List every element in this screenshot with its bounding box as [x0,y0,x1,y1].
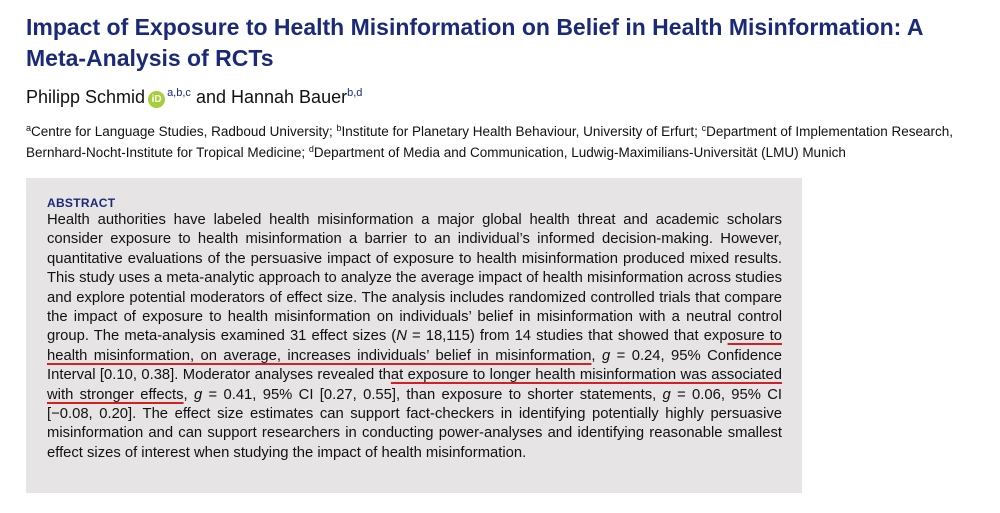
abstract-heading: ABSTRACT [47,196,116,210]
author-conjunction: and [195,87,226,107]
abstract-text-segment: = 18,115) from 14 studies that showed that exp [406,328,728,345]
abstract-text-segment: g [601,347,611,364]
affiliation-mark: c [701,123,707,133]
author-affiliation-marks: b,d [347,87,363,99]
abstract-body [47,211,782,463]
author-affiliation-marks: a,b,c [167,87,191,99]
affiliation-mark: d [308,144,314,154]
abstract-box [26,178,802,493]
abstract-text-segment: g [662,386,671,403]
paper-title: Impact of Exposure to Health Misinformation on Belief in Health Misinformation: A Meta-Analysis of RCTs [26,14,923,71]
abstract-text-segment: = 0.41, 95% CI [0.27, 0.55], than exposure to shorter statements, [202,386,663,403]
abstract-text-segment: , [183,386,194,403]
affiliation-d: Department of Media and Communication, Ludwig-Maximilians-Universität (LMU) Munich [313,145,846,160]
affiliation-b: Institute for Planetary Health Behaviour, University of Erfurt; [341,124,702,139]
highlighted-finding-1: osure to health misinformation, on average, increases individuals’ belief in misinformation [47,328,782,364]
affiliation-a: Centre for Language Studies, Radboud University; [31,124,337,139]
abstract-text-segment: = 0.06, 95% CI [−0.08, 0.20]. The effect size estimates can support fact-checkers in identifying potentially highly persuasive misinformation and can support researchers in conducting power-analyses and identifying reasonable smallest effect sizes of interest when studying the impact of health misinformation. [47,386,782,461]
affiliations [26,121,986,163]
author-name[interactable]: Hannah Bauer [231,87,348,107]
affiliation-mark: a [26,123,32,133]
affiliation-mark: b [336,123,342,133]
abstract-text-segment: , [591,347,602,364]
author-name[interactable]: Philipp Schmid [26,87,146,107]
abstract-text-segment: g [193,386,203,403]
abstract-text-segment: = 0.24, 95% Confidence Interval [0.10, 0.38]. Moderator analyses revealed th [47,347,782,384]
orcid-icon[interactable]: iD [148,91,165,108]
author-list [26,86,362,108]
abstract-text-segment: N [396,328,407,345]
affiliation-c: Department of Implementation Research, Bernhard-Nocht-Institute for Tropical Medicine; [26,124,954,160]
highlighted-finding-2: at exposure to longer health misinformation was associated with stronger effects [47,367,782,403]
abstract-text-segment: Health authorities have labeled health misinformation a major global health threat and academic scholars consider exposure to health misinformation a barrier to an individual’s informed decision-making. However, quantitative evaluations of the persuasive impact of exposure to health misinformation produced mixed results. This study uses a meta-analytic approach to analyze the average impact of health misinformation across studies and explore potential moderators of effect size. The analysis includes randomized controlled trials that compare the impact of exposure to health misinformation on individuals’ belief in misinformation with a neutral control group. The meta-analysis examined 31 effect sizes ( [47,212,782,345]
